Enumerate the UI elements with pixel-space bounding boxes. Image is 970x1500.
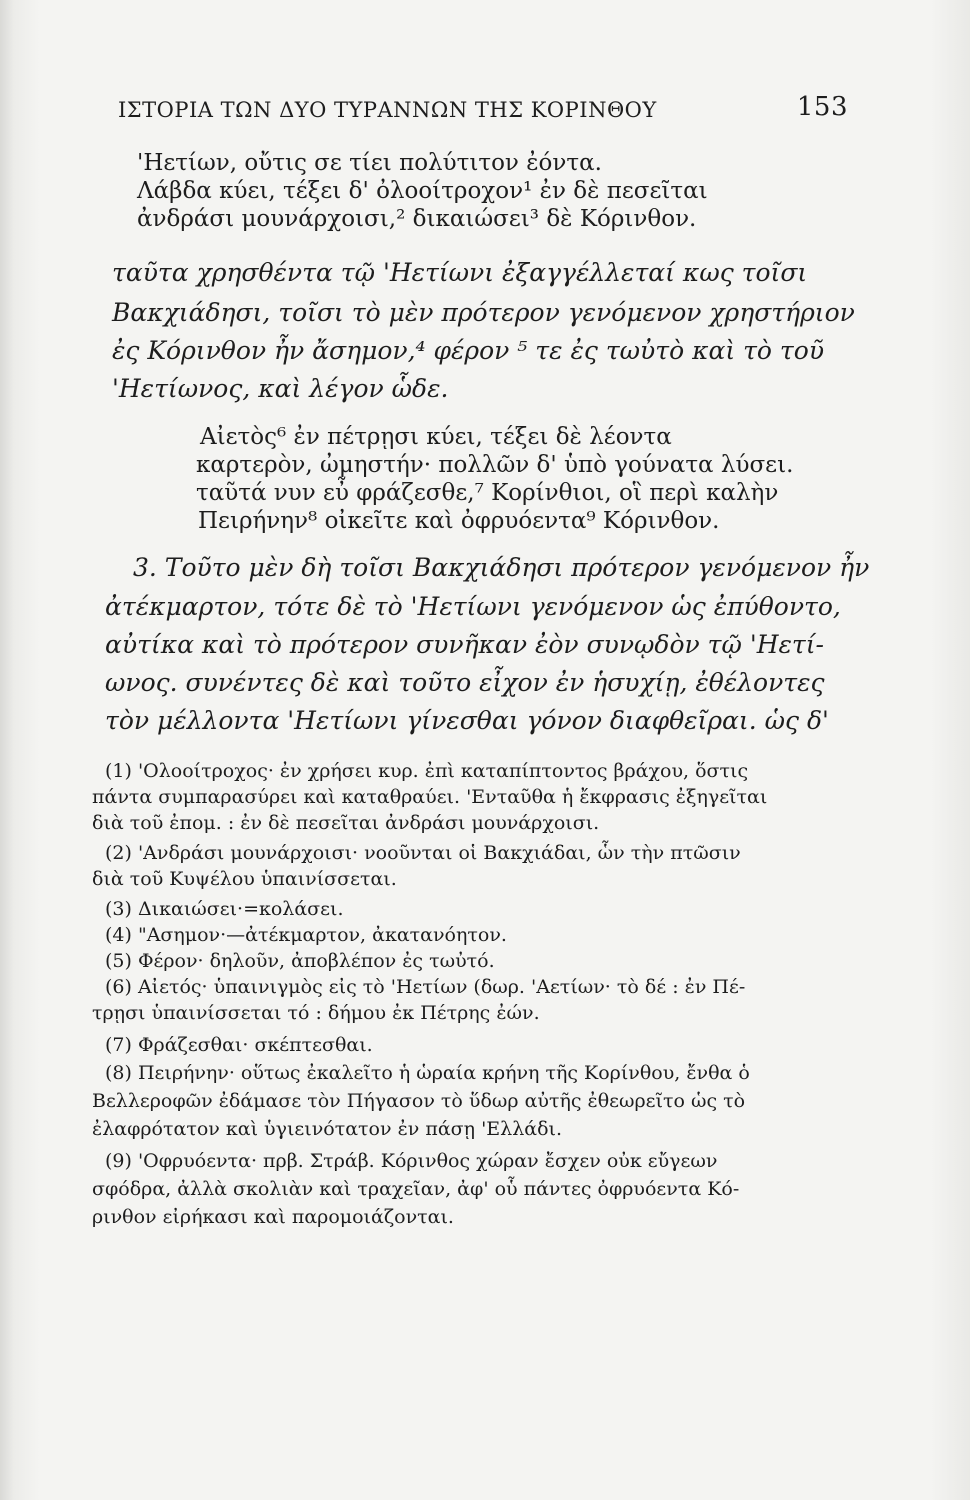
footnote-line-8: (5) Φέρον· δηλοῦν, ἀποβλέπον ἐς τωὐτό. [105, 950, 495, 972]
oracle1-line-2: Λάβδα κύει, τέξει δ' ὀλοοίτροχον¹ ἐν δὲ πεσεῖται [137, 178, 708, 204]
oracle2-line-4: Πειρήνην⁸ οἰκεῖτε καὶ ὀφρυόεντα⁹ Κόρινθον. [198, 508, 720, 534]
page-number: 153 [796, 92, 848, 122]
footnote-line-17: ρινθον εἰρήκασι καὶ παρομοιάζονται. [92, 1206, 454, 1228]
footnote-line-10: τρῃσι ὑπαινίσσεται τό : δήμου ἐκ Πέτρης ἐών. [92, 1002, 540, 1024]
footnote-line-3: διὰ τοῦ ἐπομ. : ἐν δὲ πεσεῖται ἀνδράσι μουνάρχοισι. [92, 812, 600, 834]
oracle1-line-1: 'Ηετίων, οὔτις σε τίει πολύτιτον ἐόντα. [137, 150, 602, 176]
footnote-line-2: πάντα συμπαρασύρει καὶ καταθραύει. 'Ενταῦθα ἡ ἔκφρασις ἐξηγεῖται [92, 786, 768, 808]
footnote-line-1: (1) 'Ολοοίτροχος· ἐν χρήσει κυρ. ἐπὶ καταπίπτοντος βράχου, ὅστις [105, 760, 749, 782]
oracle2-line-2: καρτερὸν, ὠμηστήν· πολλῶν δ' ὑπὸ γούνατα λύσει. [196, 452, 794, 478]
oracle2-line-3: ταῦτά νυν εὖ φράζεσθε,⁷ Κορίνθιοι, οἳ περὶ καλὴν [196, 480, 779, 506]
prose2-line-2: ἀτέκμαρτον, τότε δὲ τὸ 'Ηετίωνι γενόμενον ὡς ἐπύθοντο, [105, 592, 841, 621]
footnote-line-11: (7) Φράζεσθαι· σκέπτεσθαι. [105, 1034, 373, 1056]
running-header [118, 92, 848, 126]
oracle2-line-1: Αἰετὸς⁶ ἐν πέτρῃσι κύει, τέξει δὲ λέοντα [200, 424, 672, 450]
prose2-line-5: τὸν μέλλοντα 'Ηετίωνι γίνεσθαι γόνον διαφθεῖραι. ὡς δ' [105, 706, 829, 735]
footnote-line-9: (6) Αἰετός· ὑπαινιγμὸς εἰς τὸ 'Ηετίων (δωρ. 'Αετίων· τὸ δέ : ἐν Πέ- [105, 976, 746, 998]
footnote-line-12: (8) Πειρήνην· οὕτως ἐκαλεῖτο ἡ ὡραία κρήνη τῆς Κορίνθου, ἔνθα ὁ [105, 1062, 750, 1084]
prose1-line-3: ἐς Κόρινθον ἦν ἄσημον,⁴ φέρον ⁵ τε ἐς τωὐτὸ καὶ τὸ τοῦ [112, 336, 825, 365]
footnote-line-14: ἐλαφρότατον καὶ ὑγιεινότατον ἐν πάσῃ 'Ελλάδι. [92, 1118, 563, 1140]
footnote-line-13: Βελλεροφῶν ἐδάμασε τὸν Πήγασον τὸ ὕδωρ αὐτῆς ἐθεωρεῖτο ὡς τὸ [92, 1090, 746, 1112]
footnote-line-6: (3) Δικαιώσει·=κολάσει. [105, 898, 344, 920]
prose2-line-1: 3. Τοῦτο μὲν δὴ τοῖσι Βακχιάδησι πρότερον γενόμενον ἦν [133, 553, 870, 582]
footnote-line-7: (4) "Ασημον·—ἀτέκμαρτον, ἀκατανόητον. [105, 924, 507, 946]
prose2-line-4: ωνος. συνέντες δὲ καὶ τοῦτο εἶχον ἐν ἡσυχίῃ, ἐθέλοντες [105, 668, 825, 697]
footnote-line-15: (9) 'Οφρυόεντα· πρβ. Στράβ. Κόρινθος χώραν ἔσχεν οὐκ εὔγεων [105, 1150, 718, 1172]
footnote-line-5: διὰ τοῦ Κυψέλου ὑπαινίσσεται. [92, 868, 397, 890]
header-title: ΙΣΤΟΡΙΑ ΤΩΝ ΔΥΟ ΤΥΡΑΝΝΩΝ ΤΗΣ ΚΟΡΙΝΘΟΥ [118, 98, 657, 122]
prose2-line-3: αὐτίκα καὶ τὸ πρότερον συνῆκαν ἐὸν συνῳδὸν τῷ 'Ηετί- [105, 630, 825, 659]
prose1-line-2: Βακχιάδησι, τοῖσι τὸ μὲν πρότερον γενόμενον χρηστήριον [112, 298, 855, 327]
prose1-line-4: 'Ηετίωνος, καὶ λέγον ὧδε. [112, 374, 449, 403]
prose1-line-1: ταῦτα χρησθέντα τῷ 'Ηετίωνι ἐξαγγέλλεταί κως τοῖσι [112, 258, 808, 287]
oracle1-line-3: ἀνδράσι μουνάρχοισι,² δικαιώσει³ δὲ Κόρινθον. [137, 206, 697, 232]
footnote-line-4: (2) 'Ανδράσι μουνάρχοισι· νοοῦνται οἱ Βακχιάδαι, ὧν τὴν πτῶσιν [105, 842, 741, 864]
footnote-line-16: σφόδρα, ἀλλὰ σκολιὰν καὶ τραχεῖαν, ἀφ' οὗ πάντες ὀφρυόεντα Κό- [92, 1178, 740, 1200]
